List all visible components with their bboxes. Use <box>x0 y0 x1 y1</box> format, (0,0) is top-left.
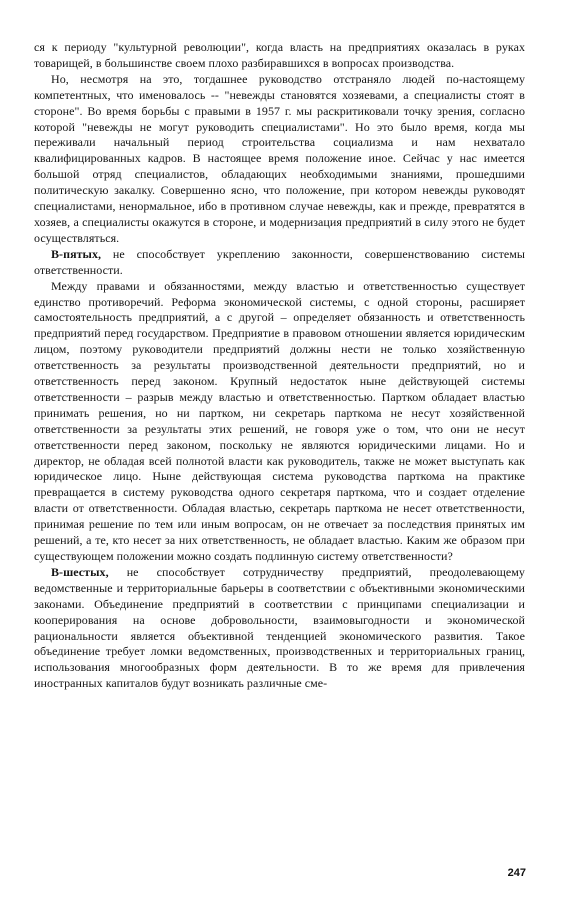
paragraph-body: не способствует сотрудничеству предприятий, преодолевающему ведомственные и территориальные барьеры в соответствии с объективными экономическими законами. Объединение предприятий в соответствии с принципами специализации и кооперирования на основе добровольности, взаимовыгодности и экономической рациональности является объективной тенденцией экономического развития. Такое объединение требует ломки ведомственных, производственных и территориальных границ, использования многообразных форм деятельности. В то же время для привлечения иностранных капиталов будут возникать различные сме- <box>34 564 525 691</box>
paragraph-lead: В-пятых, <box>51 246 102 261</box>
paragraph-fifth-point <box>34 247 525 279</box>
paragraph-lead: В-шестых, <box>51 564 109 579</box>
page-number: 247 <box>507 867 526 879</box>
paragraph-continuation <box>34 40 525 72</box>
paragraph-rights-and-duties <box>34 279 525 565</box>
paragraph-body: Но, несмотря на это, тогдашнее руководство отстраняло людей по-настоящему компетентных, что именовалось -- "невежды становятся хозяевами, а специалисты стоят в стороне". Во время борьбы с правыми в 1957 г. мы раскритиковали точку зрения, согласно которой "невежды не могут руководить специалистами". Но это было время, когда мы переживали начальный период строительства социализма и нам нехватало квалифицированных кадров. В настоящее время положение иное. Сейчас у нас имеется большой отряд специалистов, обладающих необходимыми знаниями, прошедшими политическую закалку. Совершенно ясно, что положение, при котором невежды руководят специалистами, ненормальное, ибо в противном случае невежды, как и прежде, превратятся в хозяев, а специалисты окажутся в стороне, и модернизация предприятий в силу этого не будет осуществляться. <box>34 71 525 245</box>
paragraph-body: не способствует укреплению законности, совершенствованию системы ответственности. <box>34 246 525 277</box>
paragraph-competence <box>34 72 525 247</box>
paragraph-body: Между правами и обязанностями, между властью и ответственностью существует единство противоречий. Реформа экономической системы, с одной стороны, расширяет самостоятельность предприятий, а с другой – определяет обязанность и ответственность предприятий перед государством. Предприятие в правовом отношении является юридическим лицом, поэтому руководители предприятий должны нести не только хозяйственную ответственность за результаты производственной деятельности предприятий, но и ответственность перед законом. Крупный недостаток ныне действующей системы ответственности – разрыв между властью и ответственностью. Партком обладает властью принимать решения, но ни партком, ни секретарь парткома не несут хозяйственной ответственности за результаты этих решений, не говоря уже о том, что они не несут ответственности перед законом, поскольку не являются юридическими лицами. Но и директор, не обладая всей полнотой власти как руководитель, также не может выступать как юридическое лицо. Ныне действующая система руководства парткома на практике превращается в систему руководства одного секретаря парткома, что и создает отделение власти от ответственности. Обладая властью, секретарь парткома не несет ответственности, принимая решение по тем или иным вопросам, он не отвечает за последствия принятых им решений, а те, кто несет за них ответственность, не обладает властью. Каким же образом при существующем положении можно создать подлинную систему ответственности? <box>34 278 525 563</box>
paragraph-body: ся к периоду "культурной революции", когда власть на предприятиях оказалась в руках товарищей, в большинстве своем плохо разбиравшихся в вопросах производства. <box>34 40 525 70</box>
page-text <box>34 40 525 692</box>
paragraph-sixth-point <box>34 565 525 692</box>
